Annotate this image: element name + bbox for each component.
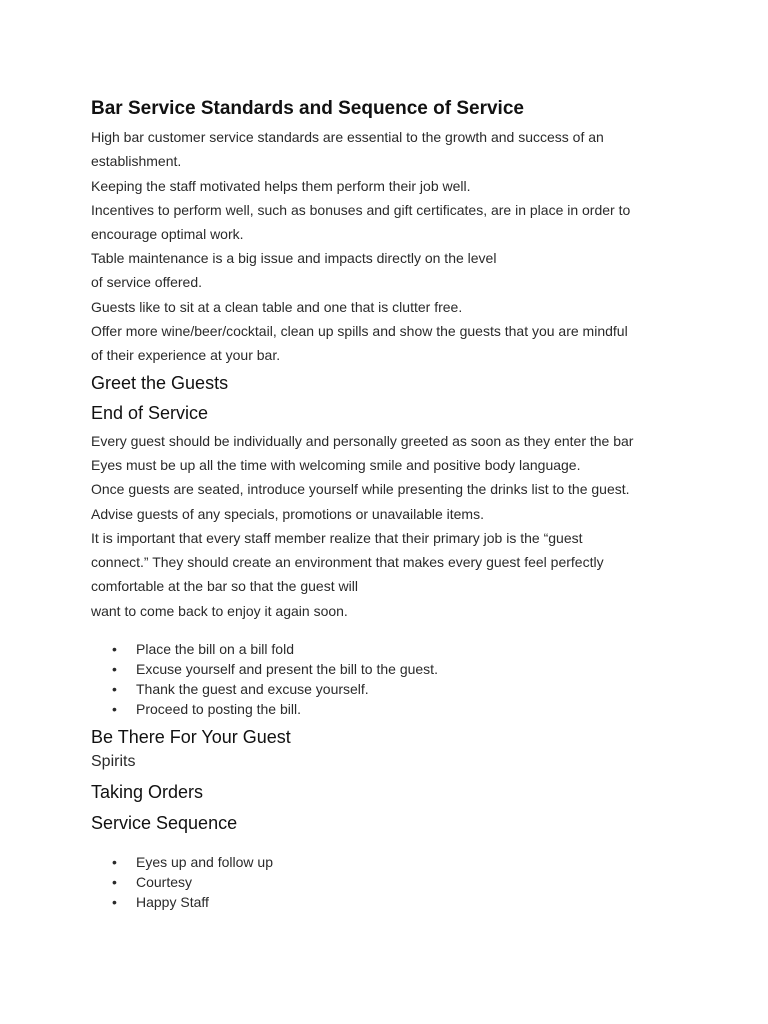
list-item: Place the bill on a bill fold bbox=[136, 641, 294, 657]
intro-line: of service offered. bbox=[91, 274, 203, 290]
document-title: Bar Service Standards and Sequence of Service bbox=[91, 98, 524, 119]
intro-line: Incentives to perform well, such as bonuses and gift certificates, are in place in order to bbox=[91, 202, 631, 218]
end-service-line: Every guest should be individually and personally greeted as soon as they enter the bar bbox=[91, 433, 634, 449]
intro-line: establishment. bbox=[91, 153, 182, 169]
heading-be-there-for-your-guest: Be There For Your Guest bbox=[91, 727, 291, 747]
intro-line: Offer more wine/beer/cocktail, clean up spills and show the guests that you are mindful bbox=[91, 323, 628, 339]
bullet-marker: • bbox=[112, 641, 117, 657]
heading-greet-the-guests: Greet the Guests bbox=[91, 373, 229, 393]
spirits-text: Spirits bbox=[91, 753, 136, 770]
list-item: Proceed to posting the bill. bbox=[136, 701, 301, 717]
end-service-line: comfortable at the bar so that the guest will bbox=[91, 578, 358, 594]
end-service-line: connect.” They should create an environment that makes every guest feel perfectly bbox=[91, 554, 604, 570]
end-service-line: Once guests are seated, introduce yourself while presenting the drinks list to the guest. bbox=[91, 481, 630, 497]
intro-line: of their experience at your bar. bbox=[91, 347, 281, 363]
bullet-marker: • bbox=[112, 874, 117, 890]
bullet-marker: • bbox=[112, 894, 117, 910]
end-service-line: It is important that every staff member realize that their primary job is the “guest bbox=[91, 530, 583, 546]
intro-line: Keeping the staff motivated helps them perform their job well. bbox=[91, 178, 471, 194]
intro-line: Guests like to sit at a clean table and one that is clutter free. bbox=[91, 299, 463, 315]
bullet-marker: • bbox=[112, 681, 117, 697]
end-service-line: want to come back to enjoy it again soon. bbox=[91, 603, 348, 619]
heading-service-sequence: Service Sequence bbox=[91, 813, 238, 833]
intro-line: encourage optimal work. bbox=[91, 226, 244, 242]
bullet-marker: • bbox=[112, 701, 117, 717]
end-service-line: Advise guests of any specials, promotions or unavailable items. bbox=[91, 506, 484, 522]
list-item: Eyes up and follow up bbox=[136, 854, 273, 870]
heading-end-of-service: End of Service bbox=[91, 403, 209, 423]
list-item: Excuse yourself and present the bill to the guest. bbox=[136, 661, 438, 677]
bullet-marker: • bbox=[112, 661, 117, 677]
heading-taking-orders: Taking Orders bbox=[91, 782, 204, 802]
intro-line: High bar customer service standards are essential to the growth and success of an bbox=[91, 129, 604, 145]
intro-line: Table maintenance is a big issue and impacts directly on the level bbox=[91, 250, 497, 266]
list-item: Thank the guest and excuse yourself. bbox=[136, 681, 369, 697]
list-item: Happy Staff bbox=[136, 894, 209, 910]
end-service-line: Eyes must be up all the time with welcoming smile and positive body language. bbox=[91, 457, 581, 473]
list-item: Courtesy bbox=[136, 874, 193, 890]
bullet-marker: • bbox=[112, 854, 117, 870]
